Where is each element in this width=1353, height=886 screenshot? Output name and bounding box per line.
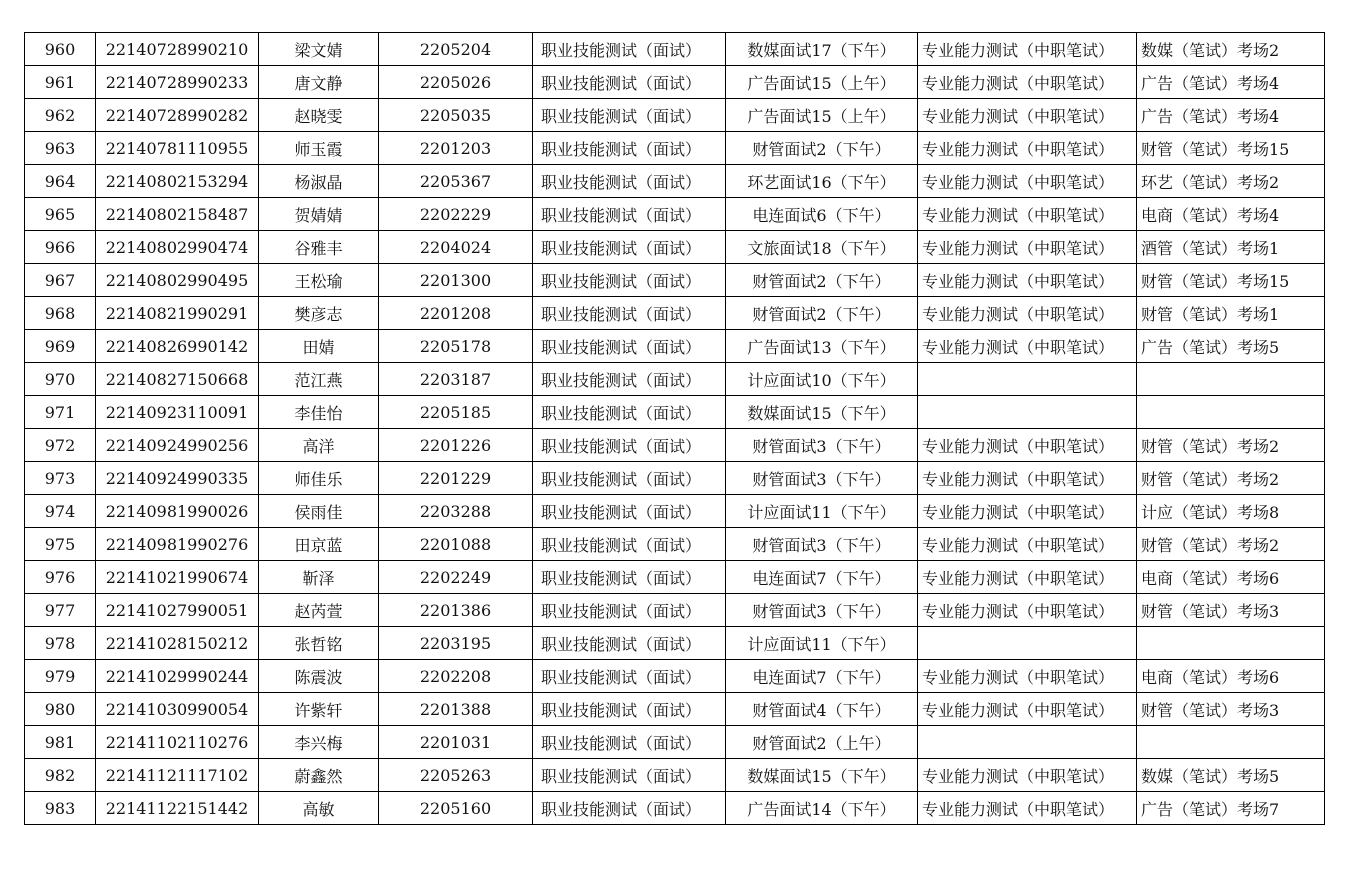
cell-written-exam-room: 环艺（笔试）考场2 [1137,165,1325,198]
table-row [25,792,1325,825]
cell-professional-test: 专业能力测试（中职笔试） [918,330,1137,363]
cell-interview-session: 财管面试3（下午） [726,594,918,627]
cell-candidate-name: 唐文静 [259,66,379,99]
cell-written-exam-room: 财管（笔试）考场2 [1137,429,1325,462]
cell-exam-id: 22141121117102 [96,759,259,792]
cell-exam-id: 22140924990335 [96,462,259,495]
cell-interview-session: 电连面试7（下午） [726,660,918,693]
cell-professional-test: 专业能力测试（中职笔试） [918,660,1137,693]
cell-seq-no: 968 [25,297,96,330]
cell-candidate-code: 2205160 [379,792,533,825]
cell-candidate-code: 2201203 [379,132,533,165]
cell-candidate-name: 谷雅丰 [259,231,379,264]
cell-skill-test: 职业技能测试（面试） [533,330,726,363]
cell-candidate-code: 2201208 [379,297,533,330]
cell-skill-test: 职业技能测试（面试） [533,462,726,495]
cell-professional-test: 专业能力测试（中职笔试） [918,231,1137,264]
cell-seq-no: 971 [25,396,96,429]
cell-skill-test: 职业技能测试（面试） [533,495,726,528]
cell-candidate-code: 2205367 [379,165,533,198]
cell-professional-test: 专业能力测试（中职笔试） [918,198,1137,231]
cell-interview-session: 财管面试4（下午） [726,693,918,726]
cell-skill-test: 职业技能测试（面试） [533,33,726,66]
cell-skill-test: 职业技能测试（面试） [533,660,726,693]
cell-candidate-name: 樊彦志 [259,297,379,330]
cell-interview-session: 电连面试7（下午） [726,561,918,594]
table-row [25,165,1325,198]
cell-seq-no: 967 [25,264,96,297]
table-row [25,759,1325,792]
cell-professional-test: 专业能力测试（中职笔试） [918,594,1137,627]
cell-written-exam-room: 财管（笔试）考场15 [1137,132,1325,165]
cell-seq-no: 973 [25,462,96,495]
table-row [25,561,1325,594]
cell-exam-id: 22140821990291 [96,297,259,330]
cell-skill-test: 职业技能测试（面试） [533,561,726,594]
cell-written-exam-room: 电商（笔试）考场4 [1137,198,1325,231]
cell-written-exam-room: 财管（笔试）考场3 [1137,594,1325,627]
cell-seq-no: 965 [25,198,96,231]
cell-written-exam-room: 数媒（笔试）考场2 [1137,33,1325,66]
table-row [25,396,1325,429]
cell-candidate-name: 田京蓝 [259,528,379,561]
cell-exam-id: 22140826990142 [96,330,259,363]
cell-candidate-name: 高洋 [259,429,379,462]
cell-exam-id: 22141029990244 [96,660,259,693]
cell-exam-id: 22140827150668 [96,363,259,396]
cell-seq-no: 980 [25,693,96,726]
cell-interview-session: 财管面试3（下午） [726,462,918,495]
cell-written-exam-room: 财管（笔试）考场2 [1137,462,1325,495]
cell-written-exam-room: 电商（笔试）考场6 [1137,561,1325,594]
cell-seq-no: 978 [25,627,96,660]
cell-candidate-name: 赵芮萱 [259,594,379,627]
table-row [25,297,1325,330]
cell-professional-test [918,627,1137,660]
cell-candidate-code: 2202249 [379,561,533,594]
cell-interview-session: 财管面试3（下午） [726,528,918,561]
cell-seq-no: 977 [25,594,96,627]
cell-interview-session: 文旅面试18（下午） [726,231,918,264]
cell-written-exam-room: 财管（笔试）考场15 [1137,264,1325,297]
cell-exam-id: 22140802990495 [96,264,259,297]
cell-seq-no: 976 [25,561,96,594]
cell-skill-test: 职业技能测试（面试） [533,198,726,231]
cell-professional-test: 专业能力测试（中职笔试） [918,693,1137,726]
cell-skill-test: 职业技能测试（面试） [533,594,726,627]
cell-seq-no: 969 [25,330,96,363]
table-row [25,198,1325,231]
cell-candidate-name: 田婧 [259,330,379,363]
cell-candidate-code: 2202208 [379,660,533,693]
cell-interview-session: 计应面试11（下午） [726,495,918,528]
cell-skill-test: 职业技能测试（面试） [533,627,726,660]
cell-interview-session: 计应面试11（下午） [726,627,918,660]
table-row [25,429,1325,462]
cell-written-exam-room [1137,726,1325,759]
cell-candidate-name: 李兴梅 [259,726,379,759]
table-row [25,363,1325,396]
cell-professional-test: 专业能力测试（中职笔试） [918,132,1137,165]
cell-seq-no: 982 [25,759,96,792]
cell-candidate-code: 2201229 [379,462,533,495]
table-row [25,99,1325,132]
cell-professional-test: 专业能力测试（中职笔试） [918,495,1137,528]
cell-candidate-code: 2201031 [379,726,533,759]
cell-seq-no: 961 [25,66,96,99]
cell-professional-test [918,726,1137,759]
cell-written-exam-room: 广告（笔试）考场5 [1137,330,1325,363]
cell-candidate-name: 蔚鑫然 [259,759,379,792]
cell-candidate-code: 2205204 [379,33,533,66]
table-row [25,264,1325,297]
cell-skill-test: 职业技能测试（面试） [533,165,726,198]
cell-candidate-code: 2201386 [379,594,533,627]
cell-interview-session: 广告面试13（下午） [726,330,918,363]
table-row [25,693,1325,726]
cell-professional-test: 专业能力测试（中职笔试） [918,66,1137,99]
cell-skill-test: 职业技能测试（面试） [533,396,726,429]
cell-candidate-code: 2201388 [379,693,533,726]
cell-exam-id: 22141030990054 [96,693,259,726]
cell-written-exam-room [1137,363,1325,396]
cell-skill-test: 职业技能测试（面试） [533,693,726,726]
cell-written-exam-room: 广告（笔试）考场4 [1137,99,1325,132]
cell-interview-session: 环艺面试16（下午） [726,165,918,198]
cell-seq-no: 981 [25,726,96,759]
cell-candidate-code: 2205035 [379,99,533,132]
cell-professional-test: 专业能力测试（中职笔试） [918,33,1137,66]
table-row [25,495,1325,528]
cell-professional-test: 专业能力测试（中职笔试） [918,561,1137,594]
cell-skill-test: 职业技能测试（面试） [533,759,726,792]
table-row [25,330,1325,363]
cell-skill-test: 职业技能测试（面试） [533,726,726,759]
cell-candidate-name: 李佳怡 [259,396,379,429]
cell-skill-test: 职业技能测试（面试） [533,99,726,132]
cell-candidate-code: 2201300 [379,264,533,297]
cell-candidate-code: 2205185 [379,396,533,429]
cell-written-exam-room: 酒管（笔试）考场1 [1137,231,1325,264]
cell-skill-test: 职业技能测试（面试） [533,792,726,825]
cell-skill-test: 职业技能测试（面试） [533,66,726,99]
cell-written-exam-room: 电商（笔试）考场6 [1137,660,1325,693]
cell-candidate-name: 杨淑晶 [259,165,379,198]
cell-written-exam-room: 财管（笔试）考场1 [1137,297,1325,330]
cell-seq-no: 972 [25,429,96,462]
cell-exam-id: 22140781110955 [96,132,259,165]
cell-candidate-name: 师玉霞 [259,132,379,165]
cell-interview-session: 广告面试14（下午） [726,792,918,825]
cell-interview-session: 电连面试6（下午） [726,198,918,231]
cell-exam-id: 22140802153294 [96,165,259,198]
cell-candidate-name: 师佳乐 [259,462,379,495]
cell-seq-no: 975 [25,528,96,561]
cell-candidate-name: 许紫轩 [259,693,379,726]
table-row [25,33,1325,66]
cell-interview-session: 数媒面试17（下午） [726,33,918,66]
exam-schedule-table [24,32,1325,825]
cell-candidate-name: 靳泽 [259,561,379,594]
cell-exam-id: 22140981990276 [96,528,259,561]
cell-skill-test: 职业技能测试（面试） [533,528,726,561]
cell-candidate-name: 侯雨佳 [259,495,379,528]
cell-professional-test: 专业能力测试（中职笔试） [918,462,1137,495]
cell-candidate-name: 高敏 [259,792,379,825]
cell-exam-id: 22141027990051 [96,594,259,627]
cell-seq-no: 964 [25,165,96,198]
table-row [25,66,1325,99]
cell-written-exam-room: 计应（笔试）考场8 [1137,495,1325,528]
cell-professional-test [918,396,1137,429]
cell-written-exam-room: 广告（笔试）考场7 [1137,792,1325,825]
cell-candidate-code: 2203195 [379,627,533,660]
table-row [25,627,1325,660]
cell-candidate-code: 2201088 [379,528,533,561]
cell-interview-session: 计应面试10（下午） [726,363,918,396]
cell-candidate-name: 张哲铭 [259,627,379,660]
cell-written-exam-room: 财管（笔试）考场3 [1137,693,1325,726]
table-row [25,594,1325,627]
cell-candidate-code: 2205026 [379,66,533,99]
cell-interview-session: 广告面试15（上午） [726,99,918,132]
cell-exam-id: 22140802990474 [96,231,259,264]
table-row [25,528,1325,561]
cell-candidate-code: 2205263 [379,759,533,792]
cell-skill-test: 职业技能测试（面试） [533,363,726,396]
cell-interview-session: 财管面试2（下午） [726,132,918,165]
cell-interview-session: 财管面试2（上午） [726,726,918,759]
cell-written-exam-room: 数媒（笔试）考场5 [1137,759,1325,792]
cell-written-exam-room: 财管（笔试）考场2 [1137,528,1325,561]
table-row [25,132,1325,165]
cell-professional-test [918,363,1137,396]
cell-seq-no: 966 [25,231,96,264]
cell-interview-session: 财管面试3（下午） [726,429,918,462]
table-body [25,33,1325,825]
cell-seq-no: 962 [25,99,96,132]
cell-professional-test: 专业能力测试（中职笔试） [918,759,1137,792]
cell-interview-session: 数媒面试15（下午） [726,759,918,792]
table-row [25,660,1325,693]
cell-seq-no: 970 [25,363,96,396]
cell-interview-session: 数媒面试15（下午） [726,396,918,429]
cell-exam-id: 22141028150212 [96,627,259,660]
cell-written-exam-room: 广告（笔试）考场4 [1137,66,1325,99]
cell-skill-test: 职业技能测试（面试） [533,264,726,297]
cell-candidate-name: 梁文婧 [259,33,379,66]
cell-exam-id: 22141102110276 [96,726,259,759]
cell-seq-no: 960 [25,33,96,66]
cell-exam-id: 22140981990026 [96,495,259,528]
cell-interview-session: 广告面试15（上午） [726,66,918,99]
cell-exam-id: 22141021990674 [96,561,259,594]
cell-professional-test: 专业能力测试（中职笔试） [918,264,1137,297]
cell-skill-test: 职业技能测试（面试） [533,231,726,264]
cell-exam-id: 22140728990282 [96,99,259,132]
cell-candidate-code: 2203187 [379,363,533,396]
cell-exam-id: 22141122151442 [96,792,259,825]
cell-exam-id: 22140728990210 [96,33,259,66]
cell-candidate-name: 赵晓雯 [259,99,379,132]
cell-candidate-code: 2204024 [379,231,533,264]
cell-exam-id: 22140802158487 [96,198,259,231]
cell-professional-test: 专业能力测试（中职笔试） [918,99,1137,132]
table-row [25,462,1325,495]
cell-seq-no: 974 [25,495,96,528]
cell-candidate-name: 陈震波 [259,660,379,693]
cell-seq-no: 983 [25,792,96,825]
cell-candidate-name: 贺婧婧 [259,198,379,231]
cell-candidate-code: 2201226 [379,429,533,462]
cell-exam-id: 22140728990233 [96,66,259,99]
table-row [25,726,1325,759]
cell-interview-session: 财管面试2（下午） [726,264,918,297]
cell-candidate-code: 2203288 [379,495,533,528]
cell-skill-test: 职业技能测试（面试） [533,429,726,462]
cell-skill-test: 职业技能测试（面试） [533,297,726,330]
cell-professional-test: 专业能力测试（中职笔试） [918,528,1137,561]
cell-written-exam-room [1137,627,1325,660]
cell-written-exam-room [1137,396,1325,429]
cell-professional-test: 专业能力测试（中职笔试） [918,297,1137,330]
cell-candidate-name: 王松瑜 [259,264,379,297]
cell-professional-test: 专业能力测试（中职笔试） [918,429,1137,462]
table-row [25,231,1325,264]
cell-skill-test: 职业技能测试（面试） [533,132,726,165]
cell-seq-no: 979 [25,660,96,693]
cell-candidate-code: 2205178 [379,330,533,363]
cell-candidate-name: 范江燕 [259,363,379,396]
cell-professional-test: 专业能力测试（中职笔试） [918,792,1137,825]
cell-exam-id: 22140923110091 [96,396,259,429]
cell-seq-no: 963 [25,132,96,165]
cell-candidate-code: 2202229 [379,198,533,231]
cell-interview-session: 财管面试2（下午） [726,297,918,330]
cell-professional-test: 专业能力测试（中职笔试） [918,165,1137,198]
cell-exam-id: 22140924990256 [96,429,259,462]
